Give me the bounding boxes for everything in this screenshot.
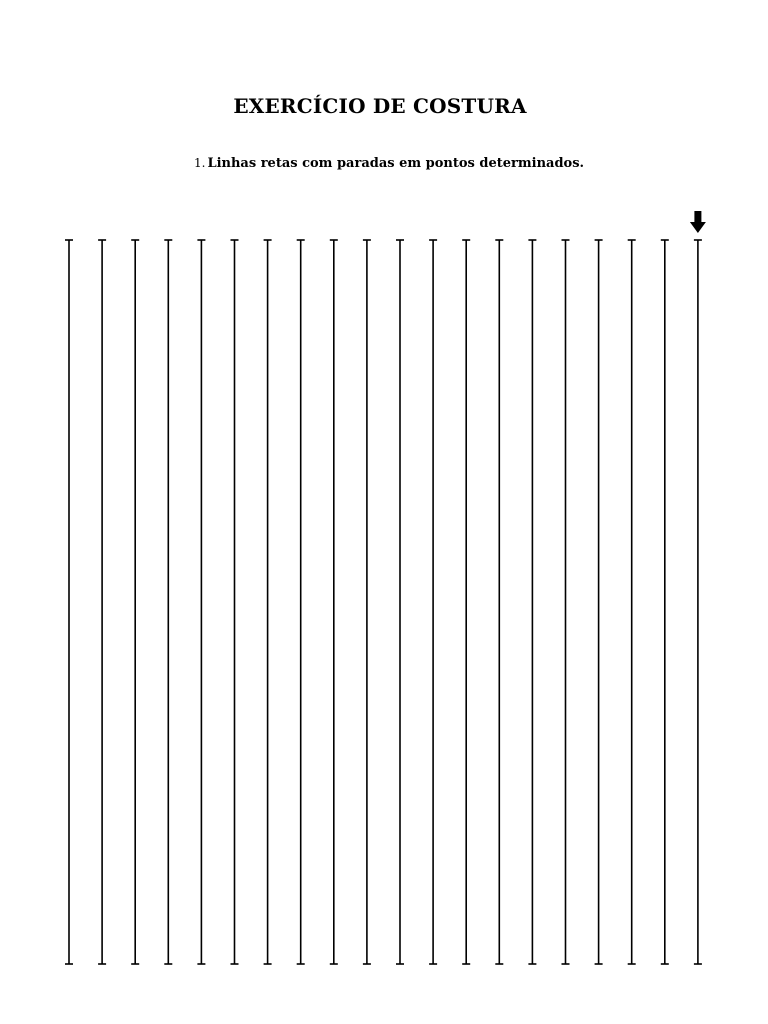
arrow-down-icon [690, 211, 706, 233]
sewing-line [396, 240, 404, 964]
sewing-line [595, 240, 603, 964]
sewing-line [363, 240, 371, 964]
sewing-line [661, 240, 669, 964]
sewing-line [65, 240, 73, 964]
sewing-line [98, 240, 106, 964]
sewing-line [231, 240, 239, 964]
sewing-line [164, 240, 172, 964]
sewing-line [131, 240, 139, 964]
sewing-line [330, 240, 338, 964]
sewing-line [528, 240, 536, 964]
instruction-text: Linhas retas com paradas em pontos determinados. [207, 156, 585, 171]
instruction-number: 1. [194, 156, 206, 170]
sewing-line [197, 240, 205, 964]
sewing-line [694, 240, 702, 964]
sewing-line [264, 240, 272, 964]
sewing-line [429, 240, 437, 964]
sewing-line [462, 240, 470, 964]
sewing-line [628, 240, 636, 964]
sewing-line [297, 240, 305, 964]
sewing-line [495, 240, 503, 964]
sewing-line [562, 240, 570, 964]
page-title: EXERCÍCIO DE COSTURA [233, 94, 527, 118]
